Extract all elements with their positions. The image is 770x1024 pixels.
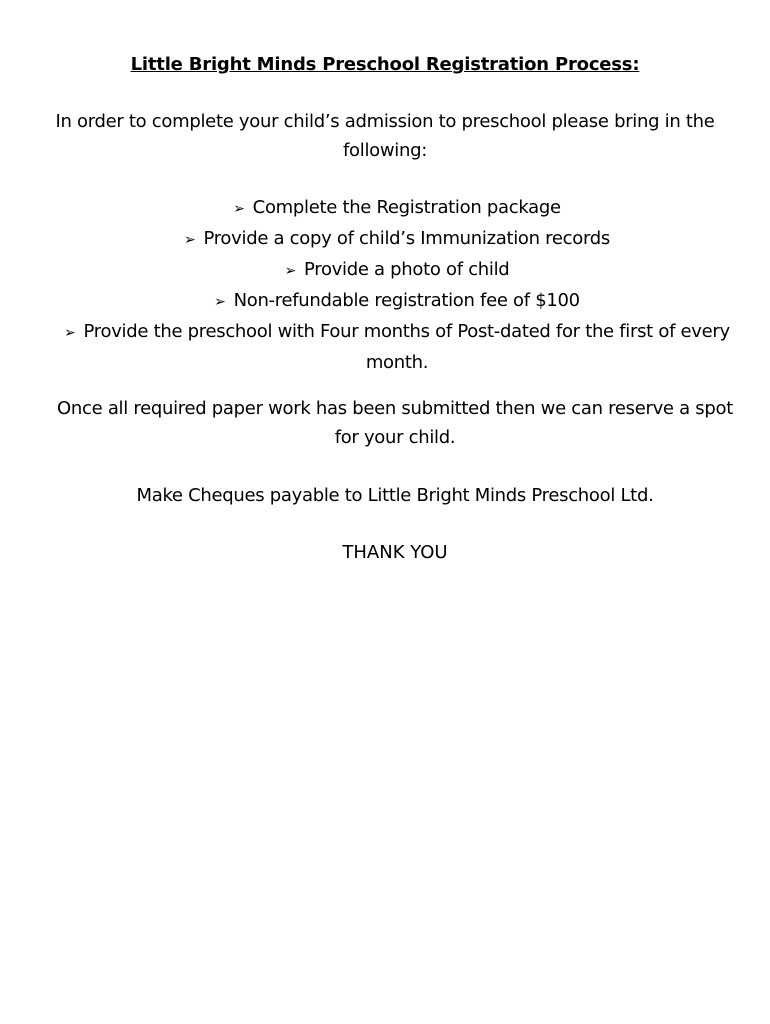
list-item-text: Non-refundable registration fee of $100 bbox=[233, 290, 580, 311]
list-item bbox=[62, 224, 732, 255]
document-title: Little Bright Minds Preschool Registration Process: bbox=[130, 54, 640, 75]
arrow-bullet-icon: ➢ bbox=[284, 263, 296, 279]
list-item-text: Provide a copy of child’s Immunization records bbox=[203, 228, 610, 249]
list-item bbox=[62, 193, 732, 224]
arrow-bullet-icon: ➢ bbox=[64, 325, 76, 341]
list-item-text: Provide a photo of child bbox=[304, 259, 510, 280]
reserve-paragraph: Once all required paper work has been submitted then we can reserve a spot for your child. bbox=[57, 398, 733, 448]
arrow-bullet-icon: ➢ bbox=[184, 232, 196, 248]
closing-text: THANK YOU bbox=[342, 542, 448, 563]
arrow-bullet-icon: ➢ bbox=[233, 201, 245, 217]
list-item bbox=[62, 286, 732, 317]
arrow-bullet-icon: ➢ bbox=[214, 294, 226, 310]
cheques-paragraph: Make Cheques payable to Little Bright Minds Preschool Ltd. bbox=[136, 485, 654, 506]
list-item-text: Provide the preschool with Four months of Post-dated for the first of every month. bbox=[83, 321, 730, 373]
requirements-list bbox=[62, 193, 732, 377]
intro-paragraph: In order to complete your child’s admission to preschool please bring in the following: bbox=[55, 111, 715, 161]
list-item bbox=[62, 317, 732, 377]
list-item bbox=[62, 255, 732, 286]
list-item-text: Complete the Registration package bbox=[252, 197, 561, 218]
